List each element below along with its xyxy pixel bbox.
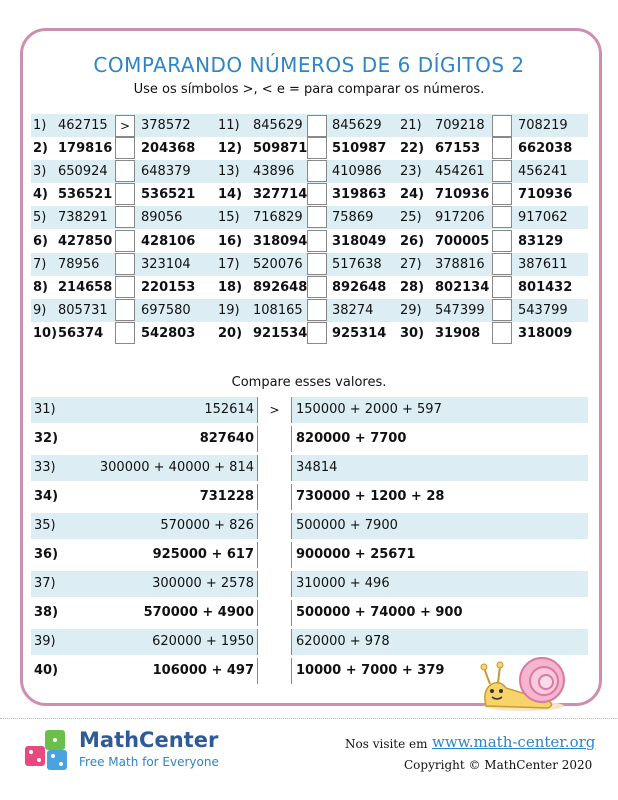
left-expression: 106000 + 497 [152, 663, 254, 678]
answer-box[interactable]: > [257, 397, 292, 423]
left-expression: 300000 + 2578 [152, 576, 254, 591]
second-number: 410986 [332, 164, 382, 180]
question-number: 25) [400, 210, 422, 226]
dice-cubes-icon [23, 726, 71, 774]
first-number: 318094 [253, 233, 308, 249]
left-expression: 620000 + 1950 [152, 634, 254, 649]
question-number: 8) [33, 279, 48, 295]
expression-row [31, 600, 588, 626]
expression-row [31, 397, 588, 423]
second-number: 925314 [332, 325, 387, 341]
answer-box[interactable] [492, 160, 512, 182]
question-number: 28) [400, 279, 425, 295]
expression-row [31, 455, 588, 481]
second-number: 710936 [518, 187, 573, 203]
question-number: 10) [33, 325, 58, 341]
second-number: 543799 [518, 302, 568, 318]
answer-box[interactable] [115, 322, 135, 344]
question-number: 36) [34, 547, 59, 562]
second-number: 428106 [141, 233, 196, 249]
second-number: 83129 [518, 233, 564, 249]
first-number: 738291 [58, 210, 108, 226]
second-number: 89056 [141, 210, 183, 226]
first-number: 56374 [58, 325, 104, 341]
second-number: 517638 [332, 256, 382, 272]
grid-row [31, 114, 588, 137]
grid-row [31, 206, 588, 229]
answer-box[interactable] [492, 253, 512, 275]
answer-box[interactable] [492, 137, 512, 159]
left-expression: 827640 [199, 431, 254, 446]
page-title: COMPARANDO NÚMEROS DE 6 DÍGITOS 2 [93, 53, 525, 77]
answer-box[interactable] [307, 322, 327, 344]
expression-row [31, 484, 588, 510]
question-number: 26) [400, 233, 425, 249]
answer-box[interactable] [307, 230, 327, 252]
first-number: 802134 [435, 279, 490, 295]
first-number: 892648 [253, 279, 308, 295]
answer-box[interactable] [115, 160, 135, 182]
answer-box[interactable] [307, 206, 327, 228]
answer-box[interactable] [115, 137, 135, 159]
answer-box[interactable] [492, 299, 512, 321]
question-number: 6) [33, 233, 48, 249]
right-expression: 150000 + 2000 + 597 [296, 402, 442, 417]
right-expression: 310000 + 496 [296, 576, 390, 591]
answer-box[interactable] [257, 658, 292, 684]
grid-row [31, 230, 588, 253]
first-number: 67153 [435, 141, 481, 157]
expression-row [31, 542, 588, 568]
left-expression: 300000 + 40000 + 814 [99, 460, 254, 475]
question-number: 2) [33, 141, 48, 157]
question-number: 24) [400, 187, 425, 203]
answer-box[interactable] [115, 253, 135, 275]
left-expression: 731228 [199, 489, 254, 504]
question-number: 18) [218, 279, 243, 295]
first-number: 462715 [58, 118, 108, 133]
answer-box[interactable] [115, 206, 135, 228]
first-number: 536521 [58, 187, 113, 203]
first-number: 327714 [253, 187, 308, 203]
answer-box[interactable] [257, 484, 292, 510]
question-number: 13) [218, 164, 240, 180]
snail-icon [476, 650, 576, 712]
second-number: 662038 [518, 141, 573, 157]
left-expression: 570000 + 4900 [143, 605, 254, 620]
question-number: 14) [218, 187, 243, 203]
answer-box[interactable] [307, 160, 327, 182]
first-number: 921534 [253, 325, 308, 341]
second-number: 456241 [518, 164, 568, 180]
question-number: 15) [218, 210, 240, 226]
second-number: 38274 [332, 302, 374, 318]
question-number: 31) [34, 402, 56, 417]
first-number: 716829 [253, 210, 303, 226]
question-number: 34) [34, 489, 59, 504]
first-number: 78956 [58, 256, 100, 272]
question-number: 35) [34, 518, 56, 533]
visit-text: Nos visite em [345, 737, 428, 751]
second-number: 801432 [518, 279, 573, 295]
first-number: 700005 [435, 233, 490, 249]
answer-box[interactable] [307, 115, 327, 137]
brand-tagline: Free Math for Everyone [79, 755, 219, 769]
first-number: 427850 [58, 233, 113, 249]
question-number: 19) [218, 302, 240, 318]
second-number: 917062 [518, 210, 568, 226]
instructions: Use os símbolos >, < e = para comparar os números. [133, 82, 485, 97]
grid-row [31, 160, 588, 183]
second-number: 892648 [332, 279, 387, 295]
first-number: 520076 [253, 256, 303, 272]
first-number: 710936 [435, 187, 490, 203]
second-number: 75869 [332, 210, 374, 226]
answer-box[interactable] [492, 276, 512, 298]
question-number: 33) [34, 460, 56, 475]
right-expression: 820000 + 7700 [296, 431, 407, 446]
question-number: 37) [34, 576, 56, 591]
grid-row [31, 299, 588, 322]
left-expression: 152614 [204, 402, 254, 417]
first-number: 845629 [253, 118, 303, 133]
second-number: 845629 [332, 118, 382, 133]
grid-row [31, 322, 588, 345]
question-number: 40) [34, 663, 59, 678]
answer-box[interactable] [492, 183, 512, 205]
answer-box[interactable] [115, 183, 135, 205]
question-number: 4) [33, 187, 48, 203]
answer-box[interactable] [257, 600, 292, 626]
question-number: 27) [400, 256, 422, 272]
grid-row [31, 137, 588, 160]
first-number: 179816 [58, 141, 113, 157]
answer-box[interactable] [492, 206, 512, 228]
grid-row [31, 183, 588, 206]
first-number: 214658 [58, 279, 113, 295]
right-expression: 500000 + 74000 + 900 [296, 605, 463, 620]
expression-row [31, 426, 588, 452]
answer-box[interactable] [257, 629, 292, 655]
answer-box[interactable] [257, 571, 292, 597]
answer-box[interactable] [492, 115, 512, 137]
answer-box[interactable] [307, 299, 327, 321]
answer-box[interactable] [492, 322, 512, 344]
website-link[interactable]: www.math-center.org [432, 733, 596, 751]
first-number: 509871 [253, 141, 308, 157]
answer-box[interactable] [115, 276, 135, 298]
first-number: 709218 [435, 118, 485, 133]
second-number: 542803 [141, 325, 196, 341]
question-number: 3) [33, 164, 47, 180]
question-number: 11) [218, 118, 240, 133]
question-number: 39) [34, 634, 56, 649]
left-expression: 925000 + 617 [152, 547, 254, 562]
second-number: 378572 [141, 118, 191, 133]
copyright: Copyright © MathCenter 2020 [404, 758, 593, 772]
question-number: 16) [218, 233, 243, 249]
right-expression: 730000 + 1200 + 28 [296, 489, 445, 504]
grid-row [31, 253, 588, 276]
second-number: 536521 [141, 187, 196, 203]
answer-box[interactable] [257, 455, 292, 481]
answer-box[interactable] [115, 230, 135, 252]
answer-box[interactable] [257, 426, 292, 452]
compare-heading: Compare esses valores. [231, 375, 387, 390]
first-number: 805731 [58, 302, 108, 318]
second-number: 387611 [518, 256, 568, 272]
question-number: 29) [400, 302, 422, 318]
right-expression: 900000 + 25671 [296, 547, 416, 562]
second-number: 708219 [518, 118, 568, 133]
right-expression: 620000 + 978 [296, 634, 390, 649]
second-number: 318049 [332, 233, 387, 249]
question-number: 7) [33, 256, 47, 272]
question-number: 38) [34, 605, 59, 620]
second-number: 319863 [332, 187, 387, 203]
second-number: 220153 [141, 279, 196, 295]
answer-box[interactable]: > [115, 115, 135, 137]
answer-box[interactable] [115, 299, 135, 321]
answer-box[interactable] [307, 276, 327, 298]
first-number: 43896 [253, 164, 295, 180]
question-number: 12) [218, 141, 243, 157]
question-number: 21) [400, 118, 422, 133]
answer-box[interactable] [257, 542, 292, 568]
grid-row [31, 276, 588, 299]
answer-box[interactable] [492, 230, 512, 252]
right-expression: 34814 [296, 460, 338, 475]
first-number: 650924 [58, 164, 108, 180]
question-number: 5) [33, 210, 47, 226]
question-number: 30) [400, 325, 425, 341]
answer-box[interactable] [307, 137, 327, 159]
first-number: 108165 [253, 302, 303, 318]
first-number: 547399 [435, 302, 485, 318]
left-expression: 570000 + 826 [160, 518, 254, 533]
right-expression: 10000 + 7000 + 379 [296, 663, 445, 678]
second-number: 323104 [141, 256, 191, 272]
footer-divider [0, 718, 618, 719]
question-number: 17) [218, 256, 240, 272]
answer-box[interactable] [307, 253, 327, 275]
question-number: 20) [218, 325, 243, 341]
second-number: 318009 [518, 325, 573, 341]
first-number: 31908 [435, 325, 481, 341]
question-number: 22) [400, 141, 425, 157]
second-number: 697580 [141, 302, 191, 318]
question-number: 23) [400, 164, 422, 180]
first-number: 917206 [435, 210, 485, 226]
first-number: 378816 [435, 256, 485, 272]
expression-row [31, 513, 588, 539]
expression-row [31, 571, 588, 597]
second-number: 204368 [141, 141, 196, 157]
question-number: 1) [33, 118, 47, 133]
first-number: 454261 [435, 164, 485, 180]
brand-name: MathCenter [79, 728, 219, 752]
answer-box[interactable] [257, 513, 292, 539]
second-number: 510987 [332, 141, 387, 157]
second-number: 648379 [141, 164, 191, 180]
question-number: 32) [34, 431, 59, 446]
right-expression: 500000 + 7900 [296, 518, 398, 533]
question-number: 9) [33, 302, 47, 318]
answer-box[interactable] [307, 183, 327, 205]
